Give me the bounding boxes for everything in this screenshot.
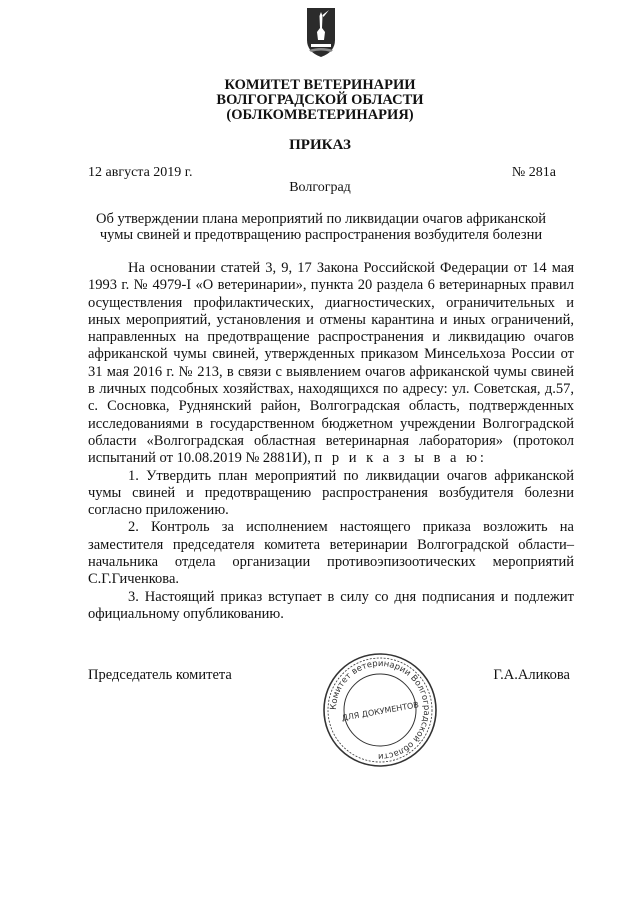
order-item-3: 3. Настоящий приказ вступает в силу со дня подписания и подлежит официальному опубликованию.	[88, 588, 574, 622]
document-body	[88, 260, 574, 623]
order-command: п р и к а з ы в а ю:	[314, 450, 487, 467]
document-type: ПРИКАЗ	[289, 137, 351, 153]
org-line-3: (ОБЛКОМВЕТЕРИНАРИЯ)	[226, 107, 414, 123]
stamp-center-text: ДЛЯ ДОКУМЕНТОВ	[341, 700, 420, 723]
document-number: № 281а	[511, 165, 556, 180]
order-item-1: 1. Утвердить план мероприятий по ликвидации очагов африканской чумы свиней и предотвращению распространения возбудителя болезни согласно приложению.	[88, 467, 574, 519]
document-city: Волгоград	[289, 180, 351, 195]
subject-line-2: чумы свиней и предотвращению распространения возбудителя болезни	[99, 227, 543, 243]
volgograd-coat-of-arms-icon	[305, 6, 337, 58]
subject-line-1: Об утверждении плана мероприятий по ликвидации очагов африканской	[95, 211, 547, 227]
official-stamp	[320, 650, 440, 770]
org-line-2: ВОЛГОГРАДСКОЙ ОБЛАСТИ	[216, 92, 424, 108]
stamp-ring-text: Комитет ветеринарии Волгоградской области	[328, 658, 432, 762]
document-subject	[82, 211, 560, 243]
preamble-paragraph	[88, 260, 574, 468]
order-item-2: 2. Контроль за исполнением настоящего приказа возложить на заместителя председателя комитета ветеринарии Волгоградской области– начальника отдела организации противоэпизоотических мероприятий С.Г.Гиченкова.	[88, 519, 574, 588]
signature-title: Председатель комитета	[88, 667, 232, 683]
organization-name	[0, 78, 640, 123]
preamble-text: На основании статей 3, 9, 17 Закона Российской Федерации от 14 мая 1993 г. № 4979-I «О ветеринарии», пункта 20 раздела 6 ветеринарных правил осуществления профилактических, диагностических, ограничительных и иных мероприятий, установления и отмены карантина и иных ограничений, направленных на предотвращение распространения и ликвидацию очагов африканской чумы свиней, утвержденных приказом Минсельхоза России от 31 мая 2016 г. № 213, в связи с выявлением очагов африканской чумы свиней в личных подсобных хозяйствах, находящихся по адресу: ул. Советская, д.57, с. Сосновка, Руднянский район, Волгоградская область, подтвержденных исследованиями в государственном бюджетном учреждении Волгоградской области «Волгоградская областная ветеринарная лаборатория» (протокол испытаний от 10.08.2019 № 2881И),	[88, 260, 574, 467]
signature-name: Г.А.Аликова	[493, 667, 570, 683]
document-date: 12 августа 2019 г.	[88, 165, 193, 180]
org-line-1: КОМИТЕТ ВЕТЕРИНАРИИ	[224, 77, 416, 93]
